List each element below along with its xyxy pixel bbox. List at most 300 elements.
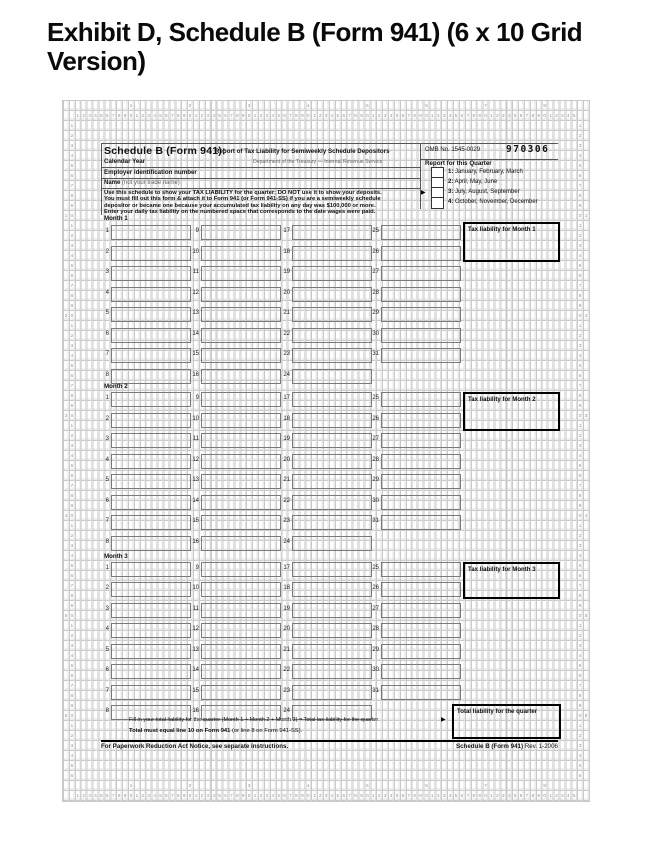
day-entry-box-m2-d13[interactable] <box>201 474 281 489</box>
day-entry-box-m1-d15[interactable] <box>201 348 281 363</box>
ruler-col-digit: 2 <box>141 793 145 798</box>
total-liability-box[interactable] <box>452 704 561 739</box>
day-entry-box-m2-d15[interactable] <box>201 515 281 530</box>
day-number-23: 23 <box>283 687 290 694</box>
day-entry-box-m2-d21[interactable] <box>292 474 372 489</box>
ruler-col-digit: 9 <box>241 113 245 118</box>
ruler-row-tens: 3 <box>584 413 588 418</box>
day-entry-box-m3-d2[interactable] <box>111 582 191 597</box>
footer-right-bold: Schedule B (Form 941) <box>455 743 524 750</box>
day-entry-box-m3-d29[interactable] <box>381 644 461 659</box>
day-entry-box-m3-d7[interactable] <box>111 685 191 700</box>
day-entry-box-m1-d30[interactable] <box>381 328 461 343</box>
ruler-col-digit: 3 <box>147 793 150 798</box>
ruler-row-digit: 9 <box>578 403 582 408</box>
ruler-row-digit: 4 <box>578 653 582 658</box>
day-number-1: 1 <box>105 228 109 234</box>
ruler-col-digit: 7 <box>171 113 174 118</box>
ruler-col-digit: 3 <box>147 113 150 118</box>
ruler-row-digit: 7 <box>70 683 74 688</box>
day-entry-box-m2-d31[interactable] <box>381 515 461 530</box>
day-number-29: 29 <box>372 310 379 316</box>
day-number-29: 29 <box>372 646 379 653</box>
ruler-col-digit: 2 <box>437 793 440 798</box>
ruler-row-digit: 2 <box>578 633 582 638</box>
ruler-col-digit: 1 <box>312 113 316 118</box>
day-entry-box-m2-d12[interactable] <box>201 454 281 469</box>
ruler-row-digit: 2 <box>578 533 582 538</box>
ruler-col-digit: 0 <box>188 793 192 798</box>
day-entry-box-m1-d19[interactable] <box>292 266 372 281</box>
ruler-row-digit: 7 <box>578 383 582 388</box>
ruler-col-digit: 3 <box>442 793 446 798</box>
day-entry-box-m2-d2[interactable] <box>111 413 191 428</box>
instructions-block <box>104 190 382 215</box>
ruler-row-digit: 8 <box>578 593 582 598</box>
tax-liability-box-month-1[interactable] <box>463 222 560 262</box>
day-entry-box-m3-d1[interactable] <box>111 562 191 577</box>
day-entry-box-m1-d14[interactable] <box>201 328 281 343</box>
ruler-row-digit: 2 <box>578 133 582 138</box>
ruler-col-digit: 8 <box>531 793 535 798</box>
day-entry-box-m1-d23[interactable] <box>292 348 372 363</box>
day-entry-box-m2-d3[interactable] <box>111 433 191 448</box>
ruler-row-digit: 9 <box>70 203 74 208</box>
header-rule-1 <box>101 167 420 168</box>
day-entry-box-m2-d27[interactable] <box>381 433 461 448</box>
instruction-line: depositor or became one because your accumulated tax liability on any day was $100,000 or more. <box>104 202 376 209</box>
day-entry-box-m1-d22[interactable] <box>292 328 372 343</box>
ruler-col-digit: 0 <box>307 113 310 118</box>
ruler-col-digit: 3 <box>265 793 269 798</box>
day-number-23: 23 <box>283 518 290 524</box>
ruler-col-digit: 9 <box>419 113 422 118</box>
ruler-row-digit: 7 <box>70 383 74 388</box>
ruler-row-digit: 6 <box>578 273 582 278</box>
day-entry-box-m2-d17[interactable] <box>292 392 372 407</box>
day-entry-box-m3-d30[interactable] <box>381 664 461 679</box>
ruler-col-digit: 5 <box>100 793 103 798</box>
ruler-row-digit: 5 <box>578 763 582 768</box>
ruler-col-digit: 4 <box>212 793 215 798</box>
day-entry-box-m2-d18[interactable] <box>292 413 372 428</box>
ruler-row-digit: 2 <box>578 433 582 438</box>
day-number-7: 7 <box>105 351 109 357</box>
ruler-row-digit: 7 <box>578 483 582 488</box>
day-number-14: 14 <box>192 667 199 673</box>
ruler-row-digit: 8 <box>70 293 74 298</box>
ruler-col-digit: 9 <box>360 113 363 118</box>
ruler-col-digit: 2 <box>82 793 85 798</box>
day-entry-box-m3-d13[interactable] <box>201 644 281 659</box>
day-entry-box-m1-d8[interactable] <box>111 369 191 384</box>
ruler-row-digit: 6 <box>578 573 582 578</box>
ruler-row-digit: 3 <box>578 743 582 748</box>
ruler-row-digit: 1 <box>70 523 74 528</box>
ruler-col-digit: 4 <box>271 113 275 118</box>
ruler-col-digit: 0 <box>247 113 251 118</box>
day-number-19: 19 <box>283 436 290 442</box>
day-number-14: 14 <box>192 497 199 504</box>
ruler-col-digit: 2 <box>200 793 204 798</box>
ruler-col-digit: 8 <box>295 793 298 798</box>
day-number-15: 15 <box>192 518 199 524</box>
quarter-label-3 <box>448 187 520 197</box>
day-entry-box-m2-d4[interactable] <box>111 454 191 469</box>
ruler-row-tens: 1 <box>584 213 588 218</box>
ruler-col-digit: 0 <box>307 793 310 798</box>
ruler-col-digit: 3 <box>383 793 387 798</box>
day-entry-box-m2-d22[interactable] <box>292 495 372 510</box>
ruler-row-digit: 7 <box>578 183 582 188</box>
ruler-col-digit: 2 <box>377 793 381 798</box>
ruler-row-digit: 6 <box>70 773 74 778</box>
quarter-heading: Report for this Quarter <box>425 160 492 167</box>
ruler-col-digit: 4 <box>153 113 156 118</box>
ruler-col-digit: 4 <box>448 113 452 118</box>
ruler-row-digit: 9 <box>70 403 74 408</box>
ruler-col-digit: 6 <box>342 793 345 798</box>
ruler-col-digit: 5 <box>277 113 280 118</box>
day-entry-box-m1-d13[interactable] <box>201 307 281 322</box>
day-number-25: 25 <box>372 564 379 571</box>
name-label-rest: (not your trade name) <box>120 180 180 186</box>
day-number-21: 21 <box>283 310 290 316</box>
ruler-row-digit: 0 <box>70 613 74 618</box>
ruler-col-digit: 9 <box>182 113 186 118</box>
ruler-inch-mark: 5 <box>366 783 369 788</box>
day-number-7: 7 <box>105 518 109 524</box>
ruler-inch-mark: 7 <box>484 103 487 108</box>
ruler-row-tens: 6 <box>64 713 68 718</box>
ruler-col-digit: 5 <box>513 113 517 118</box>
day-entry-box-m1-d21[interactable] <box>292 307 372 322</box>
day-number-29: 29 <box>372 477 379 483</box>
ruler-col-digit: 8 <box>117 113 121 118</box>
ruler-row-digit: 2 <box>70 233 74 238</box>
ruler-row-digit: 7 <box>70 283 74 288</box>
name-label <box>104 180 180 186</box>
day-entry-box-m3-d20[interactable] <box>292 623 372 638</box>
ruler-row-digit: 6 <box>578 673 582 678</box>
day-number-24: 24 <box>283 708 290 714</box>
day-entry-box-m3-d6[interactable] <box>111 664 191 679</box>
day-entry-box-m3-d14[interactable] <box>201 664 281 679</box>
ruler-col-digit: 4 <box>271 793 275 798</box>
day-entry-box-m1-d24[interactable] <box>292 369 372 384</box>
day-number-16: 16 <box>192 371 199 378</box>
ruler-col-digit: 3 <box>324 793 328 798</box>
day-entry-box-m3-d26[interactable] <box>381 582 461 597</box>
day-number-9: 9 <box>195 564 199 571</box>
day-entry-box-m2-d11[interactable] <box>201 433 281 448</box>
quarter-label-2 <box>448 177 497 187</box>
ruler-row-digit: 8 <box>578 693 582 698</box>
ruler-row-digit: 6 <box>70 673 74 678</box>
ruler-row-digit: 0 <box>578 413 582 418</box>
day-number-31: 31 <box>372 518 379 524</box>
ruler-col-digit: 7 <box>525 793 529 798</box>
day-entry-box-m1-d16[interactable] <box>201 369 281 384</box>
tax-liability-box-month-2[interactable] <box>463 392 560 431</box>
day-entry-box-m2-d8[interactable] <box>111 536 191 551</box>
ruler-row-digit: 7 <box>578 583 582 588</box>
day-number-24: 24 <box>283 371 290 378</box>
ruler-row-digit: 8 <box>578 393 582 398</box>
day-number-18: 18 <box>283 248 290 255</box>
ruler-col-digit: 3 <box>502 113 505 118</box>
day-entry-box-m3-d27[interactable] <box>381 603 461 618</box>
quarter-checkbox-4[interactable] <box>431 197 444 209</box>
ruler-col-digit: 4 <box>507 113 511 118</box>
ruler-col-digit: 0 <box>366 113 369 118</box>
ruler-col-digit: 9 <box>478 793 481 798</box>
ruler-col-digit: 3 <box>502 793 505 798</box>
ruler-row-digit: 7 <box>578 683 582 688</box>
ruler-col-digit: 7 <box>289 113 292 118</box>
day-entry-box-m3-d10[interactable] <box>201 582 281 597</box>
ruler-col-digit: 1 <box>549 793 552 798</box>
ruler-row-digit: 1 <box>578 223 582 228</box>
day-entry-box-m1-d31[interactable] <box>381 348 461 363</box>
ruler-row-digit: 1 <box>578 423 582 428</box>
omb-number: OMB No. 1545-0029 <box>425 147 481 153</box>
ruler-col-digit: 7 <box>466 113 470 118</box>
ruler-col-digit: 1 <box>194 793 198 798</box>
day-entry-box-m3-d17[interactable] <box>292 562 372 577</box>
day-entry-box-m1-d28[interactable] <box>381 287 461 302</box>
ruler-col-digit: 9 <box>360 793 363 798</box>
day-number-4: 4 <box>105 456 109 463</box>
ruler-col-digit: 8 <box>176 113 180 118</box>
day-entry-box-m3-d25[interactable] <box>381 562 461 577</box>
day-entry-box-m1-d29[interactable] <box>381 307 461 322</box>
ruler-col-digit: 0 <box>129 113 133 118</box>
day-number-4: 4 <box>105 626 109 632</box>
ruler-col-digit: 9 <box>123 113 127 118</box>
ruler-row-digit: 9 <box>70 603 74 608</box>
day-entry-box-m3-d11[interactable] <box>201 603 281 618</box>
day-entry-box-m2-d10[interactable] <box>201 413 281 428</box>
day-entry-box-m3-d5[interactable] <box>111 644 191 659</box>
day-number-11: 11 <box>192 605 199 612</box>
ruler-col-digit: 4 <box>389 793 393 798</box>
ruler-row-digit: 6 <box>578 773 582 778</box>
ruler-row-digit: 1 <box>70 123 74 128</box>
ruler-col-digit: 1 <box>431 793 434 798</box>
day-entry-box-m1-d2[interactable] <box>111 246 191 261</box>
day-number-22: 22 <box>283 497 290 504</box>
ruler-row-digit: 2 <box>578 333 582 338</box>
ruler-col-digit: 5 <box>159 113 162 118</box>
ruler-row-digit: 7 <box>70 483 74 488</box>
ruler-row-digit: 5 <box>70 363 74 368</box>
day-entry-box-m2-d26[interactable] <box>381 413 461 428</box>
day-entry-box-m2-d1[interactable] <box>111 392 191 407</box>
day-entry-box-m1-d4[interactable] <box>111 287 191 302</box>
ruler-row-digit: 0 <box>70 313 74 318</box>
day-entry-box-m1-d26[interactable] <box>381 246 461 261</box>
ruler-col-digit: 0 <box>188 113 192 118</box>
ruler-col-digit: 1 <box>76 793 80 798</box>
day-entry-box-m1-d1[interactable] <box>111 225 191 240</box>
day-entry-box-m1-d3[interactable] <box>111 266 191 281</box>
ruler-col-digit: 3 <box>206 113 210 118</box>
day-entry-box-m3-d21[interactable] <box>292 644 372 659</box>
ruler-col-digit: 8 <box>413 113 416 118</box>
ruler-col-digit: 6 <box>460 793 464 798</box>
quarter-months: October, November, December <box>453 199 538 205</box>
ruler-row-digit: 0 <box>70 413 74 418</box>
ruler-col-digit: 7 <box>407 793 410 798</box>
ruler-col-digit: 1 <box>431 113 434 118</box>
instruction-line: Use this schedule to show your TAX LIABILITY for the quarter; DO NOT use it to show your deposits. <box>104 190 382 196</box>
day-entry-box-m2-d14[interactable] <box>201 495 281 510</box>
day-entry-box-m1-d11[interactable] <box>201 266 281 281</box>
ruler-col-digit: 7 <box>230 793 233 798</box>
ruler-col-digit: 0 <box>247 793 251 798</box>
day-entry-box-m1-d27[interactable] <box>381 266 461 281</box>
quarter-arrow-icon: ▶ <box>421 190 426 196</box>
day-entry-box-m2-d24[interactable] <box>292 536 372 551</box>
day-number-21: 21 <box>283 477 290 483</box>
day-entry-box-m1-d18[interactable] <box>292 246 372 261</box>
day-entry-box-m1-d10[interactable] <box>201 246 281 261</box>
page-title: Exhibit D, Schedule B (Form 941) (6 x 10 Grid Version) <box>47 17 583 77</box>
day-number-18: 18 <box>283 585 290 591</box>
ruler-row-digit: 8 <box>578 193 582 198</box>
quarter-number: 2: <box>448 179 454 185</box>
day-entry-box-m1-d17[interactable] <box>292 225 372 240</box>
ruler-col-digit: 4 <box>507 793 511 798</box>
ruler-col-digit: 5 <box>336 793 340 798</box>
ruler-row-digit: 5 <box>578 263 582 268</box>
day-entry-box-m3-d15[interactable] <box>201 685 281 700</box>
day-entry-box-m3-d4[interactable] <box>111 623 191 638</box>
day-entry-box-m1-d7[interactable] <box>111 348 191 363</box>
ruler-row-digit: 2 <box>70 433 74 438</box>
day-number-6: 6 <box>105 667 109 673</box>
ruler-row-tens: 5 <box>584 613 588 618</box>
day-number-27: 27 <box>372 269 379 275</box>
ruler-col-digit: 2 <box>437 113 440 118</box>
form-title: Schedule B (Form 941): <box>104 145 226 157</box>
day-entry-box-m3-d31[interactable] <box>381 685 461 700</box>
day-entry-box-m2-d20[interactable] <box>292 454 372 469</box>
day-number-31: 31 <box>372 687 379 694</box>
day-entry-box-m1-d25[interactable] <box>381 225 461 240</box>
ruler-row-digit: 6 <box>70 573 74 578</box>
day-entry-box-m1-d5[interactable] <box>111 307 191 322</box>
ruler-col-digit: 5 <box>454 113 458 118</box>
ruler-col-digit: 0 <box>543 793 546 798</box>
total-must-line <box>129 728 302 734</box>
ruler-col-digit: 6 <box>165 793 168 798</box>
instruction-line: You must fill out this form & attach it to Form 941 (or Form 941-SS) if you are a semiweekly schedule <box>104 196 381 203</box>
ruler-row-digit: 1 <box>70 623 74 628</box>
day-entry-box-m3-d9[interactable] <box>201 562 281 577</box>
ruler-col-digit: 6 <box>224 793 227 798</box>
day-entry-box-m1-d9[interactable] <box>201 225 281 240</box>
ruler-row-digit: 4 <box>578 553 582 558</box>
day-entry-box-m1-d6[interactable] <box>111 328 191 343</box>
quarter-number: 1: <box>448 169 454 175</box>
day-entry-box-m3-d19[interactable] <box>292 603 372 618</box>
calendar-year-label: Calendar Year <box>104 158 146 165</box>
ruler-row-digit: 6 <box>578 173 582 178</box>
day-number-11: 11 <box>192 269 199 275</box>
day-entry-box-m2-d6[interactable] <box>111 495 191 510</box>
day-entry-box-m2-d25[interactable] <box>381 392 461 407</box>
ruler-row-digit: 9 <box>578 303 582 308</box>
day-number-2: 2 <box>105 415 109 422</box>
ruler-inch-mark: 7 <box>484 783 487 788</box>
day-number-26: 26 <box>372 248 379 255</box>
ruler-row-digit: 6 <box>578 373 582 378</box>
day-number-30: 30 <box>372 667 379 673</box>
ruler-col-digit: 3 <box>265 113 269 118</box>
day-number-4: 4 <box>105 289 109 296</box>
ruler-row-digit: 2 <box>70 133 74 138</box>
day-number-12: 12 <box>192 456 199 463</box>
quarter-number: 3: <box>448 189 454 195</box>
form-subtitle: Report of Tax Liability for Semiweekly Schedule Depositors <box>215 148 390 155</box>
day-entry-box-m3-d18[interactable] <box>292 582 372 597</box>
day-number-26: 26 <box>372 415 379 422</box>
day-entry-box-m3-d23[interactable] <box>292 685 372 700</box>
ruler-col-digit: 7 <box>230 113 233 118</box>
day-number-10: 10 <box>192 415 199 422</box>
ruler-row-digit: 5 <box>578 163 582 168</box>
day-number-25: 25 <box>372 228 379 234</box>
day-entry-box-m2-d16[interactable] <box>201 536 281 551</box>
day-entry-box-m2-d9[interactable] <box>201 392 281 407</box>
day-number-2: 2 <box>105 585 109 591</box>
day-entry-box-m3-d22[interactable] <box>292 664 372 679</box>
ruler-inch-mark: 4 <box>307 783 310 788</box>
ruler-row-digit: 4 <box>578 753 582 758</box>
day-number-6: 6 <box>105 497 109 504</box>
day-entry-box-m2-d5[interactable] <box>111 474 191 489</box>
day-entry-box-m2-d23[interactable] <box>292 515 372 530</box>
total-fill-line: Fill in your total liability for the quarter (Month 1 + Month 2 + Month 3) = Total tax liability for the quarter <box>129 717 379 723</box>
tax-liability-box-month-3[interactable] <box>463 562 560 599</box>
day-entry-box-m3-d28[interactable] <box>381 623 461 638</box>
ruler-col-digit: 7 <box>525 113 529 118</box>
ruler-col-digit: 6 <box>460 113 464 118</box>
total-must-rest: (or line 8 on Form 941-SS). <box>230 728 303 734</box>
day-entry-box-m2-d7[interactable] <box>111 515 191 530</box>
day-entry-box-m3-d12[interactable] <box>201 623 281 638</box>
day-number-10: 10 <box>192 248 199 255</box>
ruler-col-digit: 1 <box>372 793 375 798</box>
day-number-9: 9 <box>195 228 199 234</box>
day-entry-box-m2-d28[interactable] <box>381 454 461 469</box>
day-entry-box-m3-d3[interactable] <box>111 603 191 618</box>
ruler-row-digit: 2 <box>70 633 74 638</box>
ruler-col-digit: 2 <box>555 113 558 118</box>
day-entry-box-m2-d19[interactable] <box>292 433 372 448</box>
day-number-24: 24 <box>283 538 290 545</box>
day-entry-box-m2-d29[interactable] <box>381 474 461 489</box>
day-entry-box-m1-d20[interactable] <box>292 287 372 302</box>
ruler-row-tens: 1 <box>64 213 68 218</box>
ruler-col-digit: 5 <box>159 793 162 798</box>
ruler-row-digit: 1 <box>578 523 582 528</box>
day-entry-box-m2-d30[interactable] <box>381 495 461 510</box>
ruler-col-digit: 9 <box>301 113 304 118</box>
day-entry-box-m1-d12[interactable] <box>201 287 281 302</box>
